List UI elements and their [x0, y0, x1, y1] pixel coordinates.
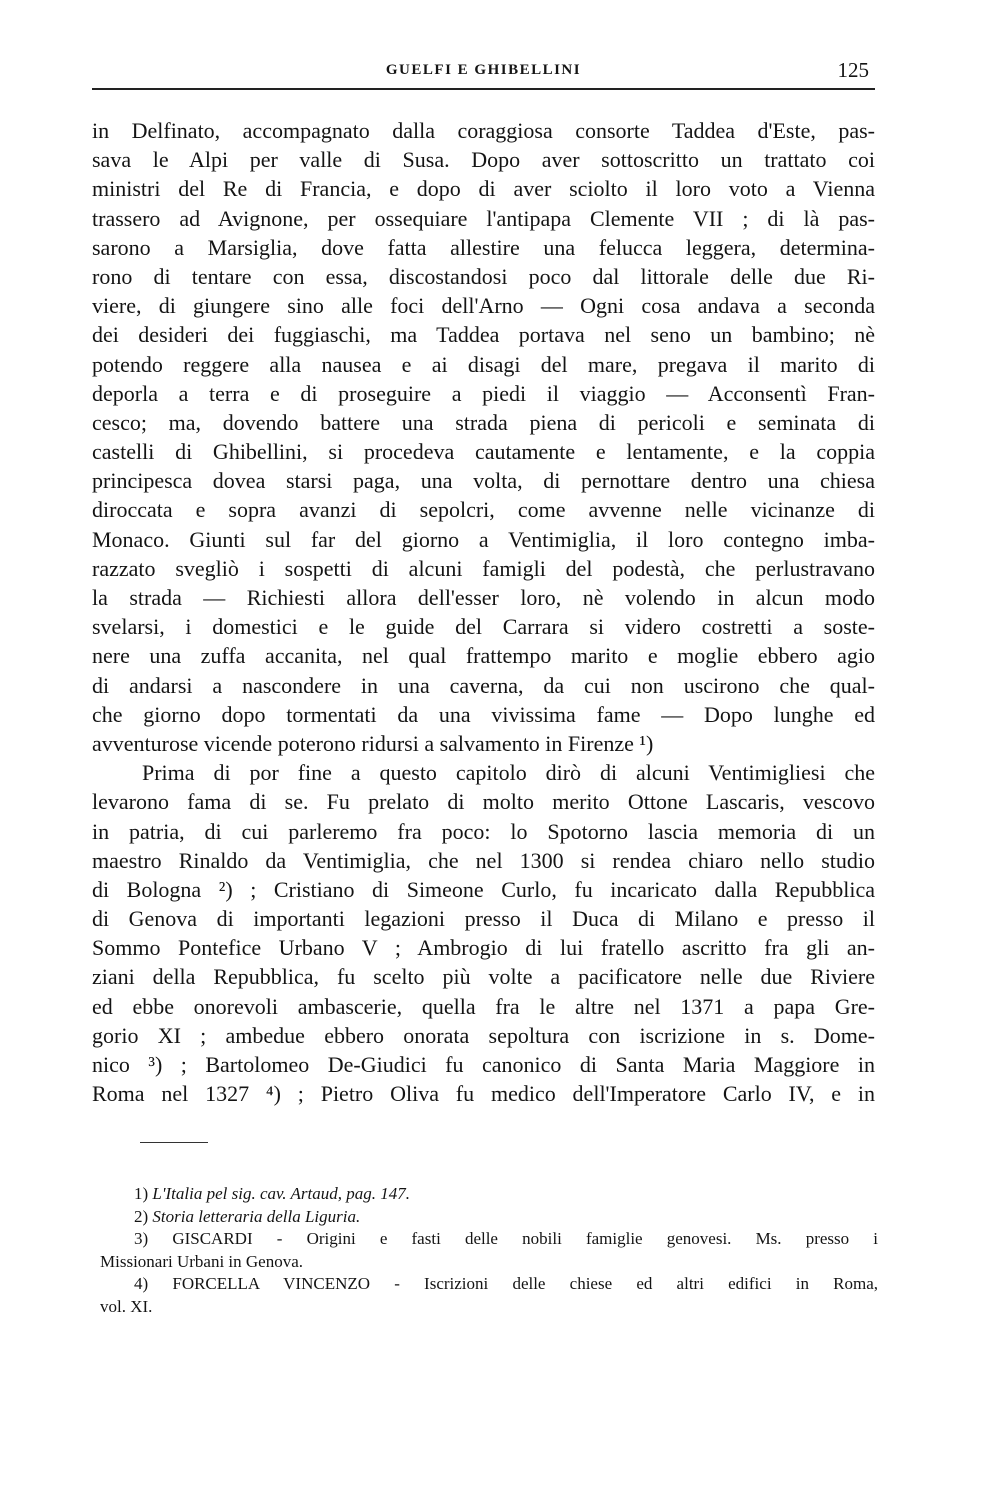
- text-line: in Delfinato, accompagnato dalla coraggiosa consorte Taddea d'Este, pas-: [92, 118, 875, 143]
- text-line: sarono a Marsiglia, dove fatta allestire una felucca leggera, determina-: [92, 234, 875, 260]
- text-line: nere una zuffa accanita, nel qual frattempo marito e moglie ebbero agio: [92, 643, 875, 669]
- footnote-3: [100, 1228, 878, 1251]
- page-number: 125: [837, 58, 869, 82]
- text-line: la strada — Richiesti allora dell'esser loro, nè volendo in alcun modo: [92, 585, 875, 610]
- body-text: [92, 116, 875, 1108]
- footnote-4: [100, 1273, 878, 1296]
- text-line: diroccata e sopra avanzi di sepolcri, come avvenne nelle vicinanze di: [92, 497, 875, 523]
- text-line: Monaco. Giunti sul far del giorno a Ventimiglia, il loro contegno imba-: [92, 526, 875, 552]
- text-line: dei desideri dei fuggiaschi, ma Taddea portava nel seno un bambino; nè: [92, 322, 875, 348]
- text-line: che giorno dopo tormentati da una vivissima fame — Dopo lunghe ed: [92, 701, 875, 727]
- footnote-4-continued: vol. XI.: [100, 1296, 153, 1316]
- text-line: in patria, di cui parleremo fra poco: lo Spotorno lascia memoria di un: [92, 818, 875, 844]
- running-header: [92, 58, 875, 90]
- footnote-text: GISCARDI - Origini e fasti delle nobili famiglie genovesi. Ms. presso i: [172, 1229, 878, 1248]
- text-line: deporla a terra e di proseguire a piedi il viaggio — Acconsentì Fran-: [92, 380, 875, 406]
- text-line: di Genova di importanti legazioni presso il Duca di Milano e presso il: [92, 906, 875, 932]
- text-line: castelli di Ghibellini, si procedeva cautamente e lentamente, e la coppia: [92, 439, 875, 465]
- text-line: ministri del Re di Francia, e dopo di aver sciolto il loro voto a Vienna: [92, 176, 875, 202]
- text-line: Sommo Pontefice Urbano V ; Ambrogio di lui fratello ascritto fra gli an-: [92, 935, 875, 961]
- footnote-number: 2): [134, 1206, 149, 1226]
- text-line: nico ³) ; Bartolomeo De-Giudici fu canonico di Santa Maria Maggiore in: [92, 1052, 875, 1077]
- text-line: ziani della Repubblica, fu scelto più volte a pacificatore nelle due Riviere: [92, 964, 875, 990]
- footnote-divider: [140, 1142, 208, 1143]
- text-line: sava le Alpi per valle di Susa. Dopo aver sottoscritto un trattato coi: [92, 147, 875, 173]
- text-line: avventurose vicende poterono ridursi a salvamento in Firenze ¹): [92, 730, 654, 756]
- footnote-number: 4): [134, 1274, 149, 1293]
- footnote-number: 1): [134, 1184, 149, 1203]
- footnote-text: FORCELLA VINCENZO - Iscrizioni delle chiese ed altri edifici in Roma,: [172, 1274, 878, 1293]
- text-line: rono di tentare con essa, discostandosi poco dal littorale delle due Ri-: [92, 263, 875, 289]
- text-line: ed ebbe onorevoli ambascerie, quella fra le altre nel 1371 a papa Gre-: [92, 993, 875, 1019]
- text-line: principesca dovea starsi paga, una volta, di pernottare dentro una chiesa: [92, 468, 875, 494]
- text-line: maestro Rinaldo da Ventimiglia, che nel 1300 si rendea chiaro nello studio: [92, 847, 875, 873]
- text-line: di Bologna ²) ; Cristiano di Simeone Curlo, fu incaricato dalla Repubblica: [92, 876, 875, 902]
- text-line: potendo reggere alla nausea e ai disagi del mare, pregava il marito di: [92, 351, 875, 377]
- footnote-3-continued: Missionari Urbani in Genova.: [100, 1251, 304, 1271]
- footnote-2: [100, 1206, 878, 1229]
- footnote-text: L'Italia pel sig. cav. Artaud, pag. 147.: [152, 1184, 410, 1203]
- text-line: razzato svegliò i sospetti di alcuni famigli del podestà, che perlustravano: [92, 555, 875, 581]
- running-title: GUELFI E GHIBELLINI: [385, 62, 582, 78]
- text-line: Roma nel 1327 ⁴) ; Pietro Oliva fu medico dell'Imperatore Carlo IV, e in: [92, 1081, 875, 1107]
- text-line: Prima di por fine a questo capitolo dirò di alcuni Ventimigliesi che: [142, 760, 875, 786]
- footnote-number: 3): [134, 1229, 149, 1248]
- text-line: svelarsi, i domestici e le guide del Carrara si videro costretti a soste-: [92, 614, 875, 640]
- footnote-text: Storia letteraria della Liguria.: [152, 1206, 361, 1226]
- footnotes: [100, 1183, 878, 1318]
- text-line: levarono fama di se. Fu prelato di molto merito Ottone Lascaris, vescovo: [92, 789, 875, 815]
- text-line: cesco; ma, dovendo battere una strada piena di pericoli e seminata di: [92, 409, 875, 435]
- text-line: gorio XI ; ambedue ebbero onorata sepoltura con iscrizione in s. Dome-: [92, 1022, 875, 1048]
- text-line: trassero ad Avignone, per ossequiare l'antipapa Clemente VII ; di là pas-: [92, 205, 875, 231]
- text-line: viere, di giungere sino alle foci dell'Arno — Ogni cosa andava a seconda: [92, 293, 875, 319]
- text-line: di andarsi a nascondere in una caverna, da cui non uscirono che qual-: [92, 672, 875, 698]
- footnote-1: [100, 1183, 878, 1206]
